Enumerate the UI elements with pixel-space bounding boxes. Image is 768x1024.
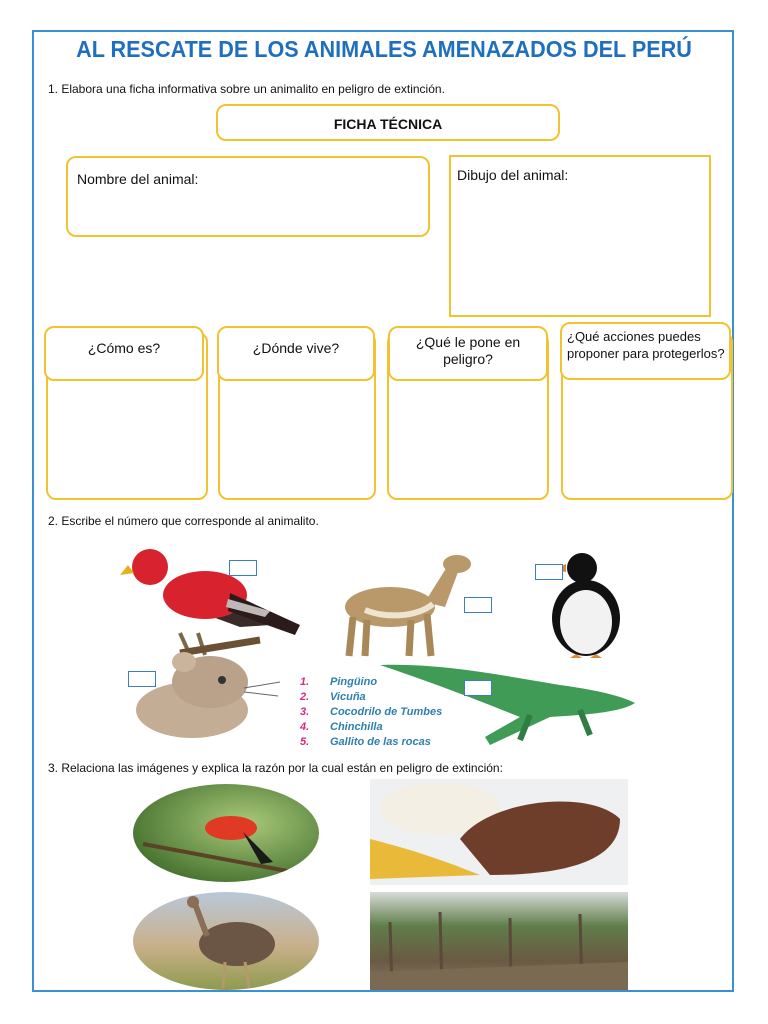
legend-item: 5. Gallito de las rocas [300,736,431,748]
cock-of-the-rock-illustration [120,545,320,665]
legend-item: 4. Chinchilla [300,721,383,733]
donde-vive-label: ¿Dónde vive? [252,340,340,356]
ficha-tecnica-label: FICHA TÉCNICA [333,116,443,132]
page-title: AL RESCATE DE LOS ANIMALES AMENAZADOS DEL PERÚ [76,36,692,62]
acciones-label: ¿Qué acciones puedes proponer para protegerlos? [567,329,725,361]
nombre-animal-field[interactable] [66,156,430,237]
dibujo-animal-field[interactable] [449,155,711,317]
answer-box-crocodile[interactable] [464,680,492,696]
legend-item: 3. Cocodrilo de Tumbes [300,706,443,718]
acciones-header [560,322,731,380]
answer-box-cock-of-the-rock[interactable] [229,560,257,576]
instruction-3: 3. Relaciona las imágenes y explica la razón por la cual están en peligro de extinción: [48,761,503,775]
rhea-photo [133,892,319,990]
como-es-header [44,326,204,381]
food-plate-photo [370,779,628,885]
animal-legend [300,676,442,748]
legend-item: 2. Vicuña [300,691,366,703]
dibujo-animal-label: Dibujo del animal: [457,167,569,183]
answer-box-vicuna[interactable] [464,597,492,613]
instruction-1: 1. Elabora una ficha informativa sobre un animalito en peligro de extinción. [48,82,445,96]
answer-box-chinchilla[interactable] [128,671,156,687]
answer-box-penguin[interactable] [535,564,563,580]
chinchilla-illustration [132,652,282,742]
donde-vive-header [217,326,375,381]
ficha-tecnica-box [216,104,560,141]
como-es-label: ¿Cómo es? [87,340,161,356]
deforestation-photo [370,892,628,990]
bird-photo [133,784,319,882]
legend-item: 1. Pingüino [300,676,378,688]
vicuna-illustration [335,552,485,660]
nombre-animal-label: Nombre del animal: [77,171,199,187]
que-le-pone-label: ¿Qué le pone en peligro? [415,334,521,367]
que-le-pone-header [388,326,548,381]
instruction-2: 2. Escribe el número que corresponde al animalito. [48,514,319,528]
